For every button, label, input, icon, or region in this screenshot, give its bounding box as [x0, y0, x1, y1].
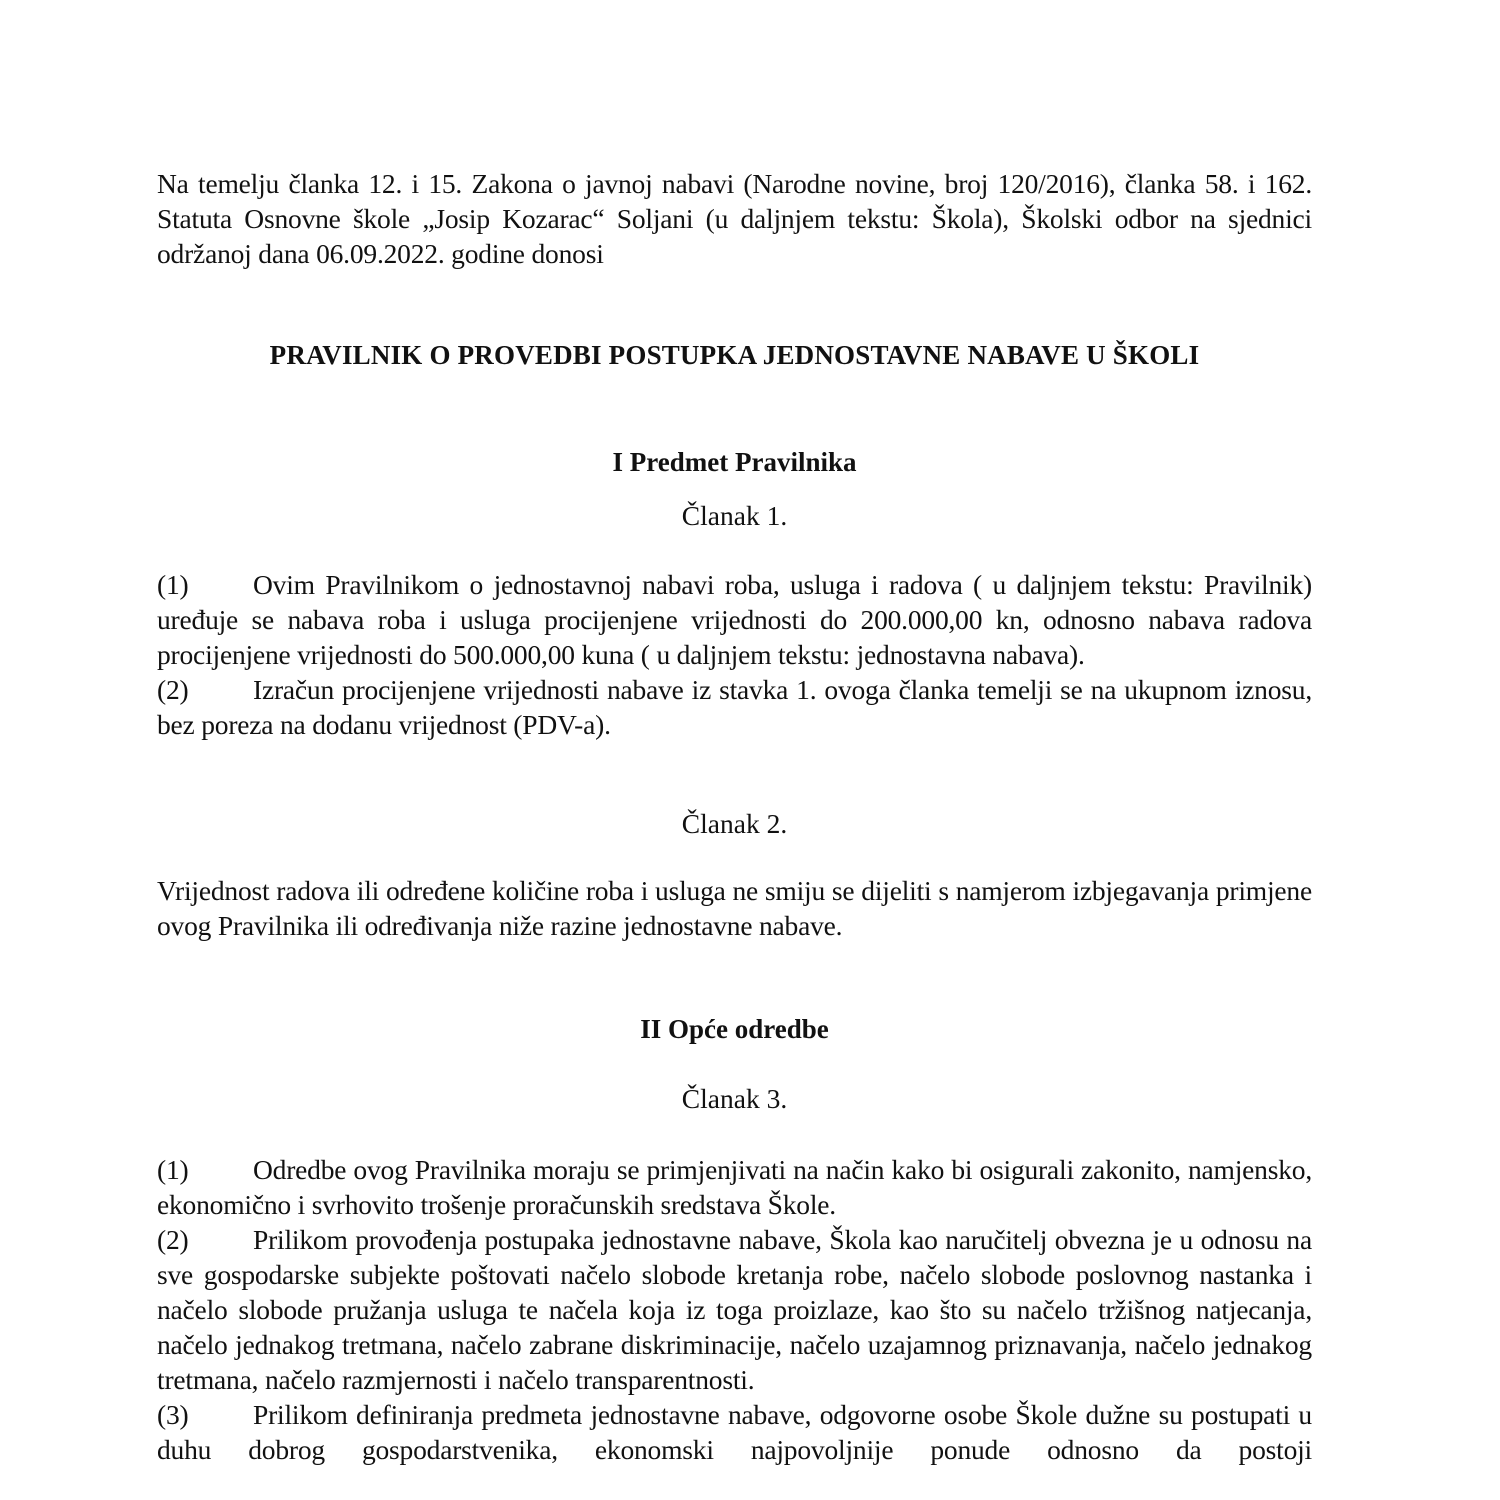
section-heading-1: I Predmet Pravilnika [612, 447, 857, 477]
item-text: Izračun procijenjene vrijednosti nabave iz stavka 1. ovoga članka temelji se na ukupnom iznosu, bez poreza na dodanu vrijednost (PDV-a). [157, 674, 1312, 740]
article-3-item-1 [157, 1152, 1312, 1222]
item-number: (1) [157, 569, 189, 600]
item-number: (1) [157, 1154, 189, 1185]
article-3-item-2 [157, 1222, 1312, 1397]
article-3-item-3 [157, 1397, 1312, 1467]
preamble: Na temelju članka 12. i 15. Zakona o javnoj nabavi (Narodne novine, broj 120/2016), članka 58. i 162. Statuta Osnovne škole „Josip Kozarac“ Soljani (u daljnjem tekstu: Škola), Školski odbor na sjednici održanoj dana 06.09.2022. godine donosi [157, 168, 1312, 269]
item-text: Odredbe ovog Pravilnika moraju se primjenjivati na način kako bi osigurali zakonito, namjensko, ekonomično i svrhovito trošenje proračunskih sredstava Škole. [157, 1154, 1312, 1220]
article-3-body [157, 1152, 1312, 1467]
article-1-item-1 [157, 567, 1312, 672]
document-title: PRAVILNIK O PROVEDBI POSTUPKA JEDNOSTAVNE NABAVE U ŠKOLI [269, 340, 1200, 370]
article-heading-1: Članak 1. [681, 500, 788, 531]
article-1-body [157, 567, 1312, 742]
section-heading-2: II Opće odredbe [640, 1014, 829, 1044]
item-text: Ovim Pravilnikom o jednostavnoj nabavi roba, usluga i radova ( u daljnjem tekstu: Pravilnik) uređuje se nabava roba i usluga procijenjene vrijednosti do 200.000,00 kn, odnosno nabava radova procijenjene vrijednosti do 500.000,00 kuna ( u daljnjem tekstu: jednostavna nabava). [157, 569, 1312, 670]
item-text: Prilikom definiranja predmeta jednostavne nabave, odgovorne osobe Škole dužne su postupati u duhu dobrog gospodarstvenika, ekonomski najpovoljnije ponude odnosno da postoji [157, 1399, 1312, 1465]
article-heading-2: Članak 2. [681, 808, 788, 839]
item-number: (2) [157, 674, 189, 705]
article-heading-3: Članak 3. [681, 1083, 788, 1114]
item-number: (2) [157, 1224, 189, 1255]
article-1-item-2 [157, 672, 1312, 742]
article-2-body: Vrijednost radova ili određene količine roba i usluga ne smiju se dijeliti s namjerom izbjegavanja primjene ovog Pravilnika ili određivanja niže razine jednostavne nabave. [157, 875, 1312, 941]
item-text: Prilikom provođenja postupaka jednostavne nabave, Škola kao naručitelj obvezna je u odnosu na sve gospodarske subjekte poštovati načelo slobode kretanja robe, načelo slobode poslovnog nastanka i načelo slobode pružanja usluga te načela koja iz toga proizlaze, kao što su načelo tržišnog natjecanja, načelo jednakog tretmana, načelo zabrane diskriminacije, načelo uzajamnog priznavanja, načelo jednakog tretmana, načelo razmjernosti i načelo transparentnosti. [157, 1224, 1312, 1395]
item-number: (3) [157, 1399, 189, 1430]
